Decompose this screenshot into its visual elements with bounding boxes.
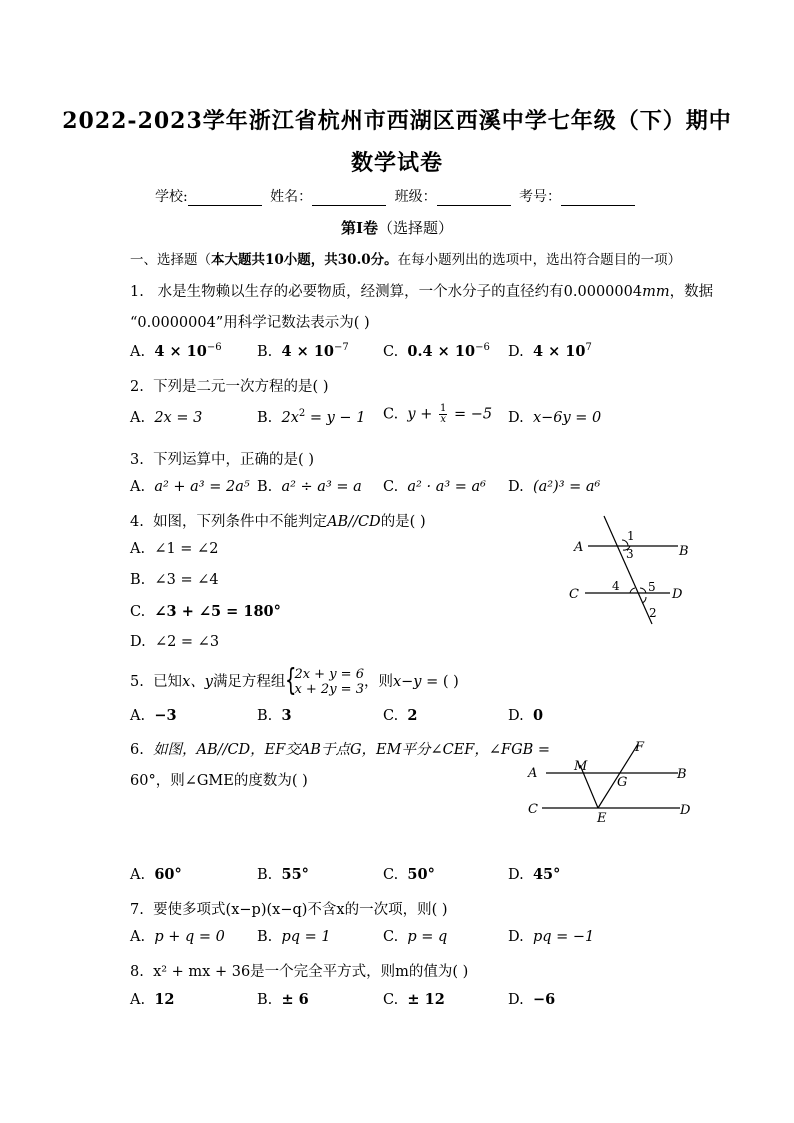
question-6: 6. 如图，AB//CD，EF交AB于点G，EM平分∠CEF，∠FGB = bbox=[130, 742, 551, 758]
q2-option-a[interactable]: A. 2x = 3 bbox=[130, 410, 203, 426]
unit: mm bbox=[642, 284, 670, 300]
label-d: D bbox=[672, 587, 683, 602]
q7-option-b[interactable]: B. pq = 1 bbox=[257, 929, 331, 945]
question-4: 4. 如图，下列条件中不能判定AB//CD的是( ) bbox=[130, 514, 426, 530]
q6-option-c[interactable]: C. 50° bbox=[383, 866, 435, 883]
q4-option-a[interactable]: A. ∠1 = ∠2 bbox=[130, 541, 219, 557]
label-a: A bbox=[528, 766, 538, 781]
label-c: C bbox=[569, 587, 579, 602]
q3-option-c[interactable]: C. a² · a³ = a⁶ bbox=[383, 479, 486, 495]
q3-option-d[interactable]: D. (a²)³ = a⁶ bbox=[508, 479, 601, 495]
section-suffix: 在每小题列出的选项中，选出符合题目的一项） bbox=[397, 252, 682, 268]
volume-label: 第Ⅰ卷 bbox=[340, 219, 378, 237]
name-label: 姓名： bbox=[270, 189, 313, 205]
label-m: M bbox=[574, 759, 588, 774]
label-a: A bbox=[574, 540, 584, 555]
school-blank[interactable] bbox=[188, 191, 262, 206]
label-b: B bbox=[677, 767, 687, 782]
label-e: E bbox=[597, 811, 607, 826]
question-3: 3. 下列运算中，正确的是( ) bbox=[130, 452, 314, 468]
q7-option-d[interactable]: D. pq = −1 bbox=[508, 929, 595, 945]
student-info-line bbox=[0, 186, 794, 206]
q8-option-a[interactable]: A. 12 bbox=[130, 991, 175, 1008]
q4-figure bbox=[560, 510, 700, 625]
question-7: 7. 要使多项式(x−p)(x−q)不含x的一次项，则( ) bbox=[130, 902, 448, 918]
q2-option-c[interactable]: C. y + $\frac{1}{x}$ = −5 bbox=[383, 403, 493, 425]
q5-option-d[interactable]: D. 0 bbox=[508, 707, 544, 724]
q5-option-c[interactable]: C. 2 bbox=[383, 707, 418, 724]
volume-sub: （选择题） bbox=[378, 219, 454, 237]
q6-option-a[interactable]: A. 60° bbox=[130, 866, 182, 883]
q5-option-b[interactable]: B. 3 bbox=[257, 707, 292, 724]
q8-option-d[interactable]: D. −6 bbox=[508, 991, 556, 1008]
label-2: 2 bbox=[649, 606, 657, 620]
label-5: 5 bbox=[648, 580, 656, 594]
question-2: 2. 下列是二元一次方程的是( ) bbox=[130, 379, 329, 395]
angle-4-arc bbox=[630, 588, 635, 593]
q3-option-a[interactable]: A. a² + a³ = 2a⁵ bbox=[130, 479, 250, 495]
class-blank[interactable] bbox=[437, 191, 511, 206]
q6-option-d[interactable]: D. 45° bbox=[508, 866, 561, 883]
exam-no-blank[interactable] bbox=[561, 191, 635, 206]
section-prefix: 一、选择题（ bbox=[130, 252, 211, 268]
q4-option-b[interactable]: B. ∠3 = ∠4 bbox=[130, 572, 219, 588]
volume-heading bbox=[0, 217, 794, 238]
q3-option-b[interactable]: B. a² ÷ a³ = a bbox=[257, 479, 362, 495]
q4-option-d[interactable]: D. ∠2 = ∠3 bbox=[130, 634, 220, 650]
question-text: 水是生物赖以生存的必要物质，经测算，一个水分子的直径约有0.0000004 bbox=[157, 284, 643, 300]
exam-no-label: 考号： bbox=[519, 189, 562, 205]
question-text-end: ，数据 bbox=[669, 284, 714, 300]
q6-option-b[interactable]: B. 55° bbox=[257, 866, 309, 883]
label-d: D bbox=[680, 803, 691, 818]
question-5: 5. 已知x、y满足方程组 { 2x + y = 6 x + 2y = 3 ，则x−y = ( ) bbox=[130, 663, 459, 698]
class-label: 班级： bbox=[394, 189, 437, 205]
exam-title-line1: 2022-2023学年浙江省杭州市西湖区西溪中学七年级（下）期中 bbox=[62, 108, 732, 134]
section-bold: 本大题共10小题，共30.0分。 bbox=[211, 252, 398, 268]
q1-option-b[interactable]: B. $4 \times 10^{-7}$ bbox=[257, 342, 349, 360]
school-label: 学校: bbox=[154, 189, 188, 205]
section-heading bbox=[130, 248, 681, 268]
q2-option-b[interactable]: B. $2x^2 = y - 1$ bbox=[257, 408, 366, 426]
q5-option-a[interactable]: A. −3 bbox=[130, 707, 177, 724]
label-1: 1 bbox=[627, 529, 635, 543]
q7-option-c[interactable]: C. p = q bbox=[383, 929, 448, 945]
label-f: F bbox=[635, 740, 645, 755]
exam-title-line2: 数学试卷 bbox=[350, 150, 443, 176]
q7-option-a[interactable]: A. p + q = 0 bbox=[130, 929, 225, 945]
label-4: 4 bbox=[612, 579, 620, 593]
q1-option-d[interactable]: D. $4 \times 10^7$ bbox=[508, 342, 592, 360]
label-g: G bbox=[617, 775, 628, 790]
q1-option-a[interactable]: A. $4 \times 10^{-6}$ bbox=[130, 342, 222, 360]
q6-figure bbox=[520, 735, 700, 830]
q8-option-b[interactable]: B. ± 6 bbox=[257, 991, 309, 1008]
q2-option-d[interactable]: D. x−6y = 0 bbox=[508, 410, 602, 426]
q1-option-c[interactable]: C. $0.4 \times 10^{-6}$ bbox=[383, 342, 490, 360]
q4-option-c[interactable]: C. ∠3 + ∠5 = 180° bbox=[130, 603, 281, 620]
question-8: 8. x² + mx + 36是一个完全平方式，则m的值为( ) bbox=[130, 964, 469, 980]
label-b: B bbox=[679, 544, 689, 559]
label-c: C bbox=[528, 802, 538, 817]
q8-option-c[interactable]: C. ± 12 bbox=[383, 991, 445, 1008]
question-number: 1. bbox=[130, 284, 144, 300]
label-3: 3 bbox=[626, 547, 634, 561]
question-6-line2: 60°，则∠GME的度数为( ) bbox=[130, 773, 308, 789]
name-blank[interactable] bbox=[312, 191, 386, 206]
question-1 bbox=[130, 280, 713, 301]
angle-5-arc bbox=[640, 588, 646, 593]
question-1-line2: “0.0000004”用科学记数法表示为( ) bbox=[130, 315, 370, 331]
